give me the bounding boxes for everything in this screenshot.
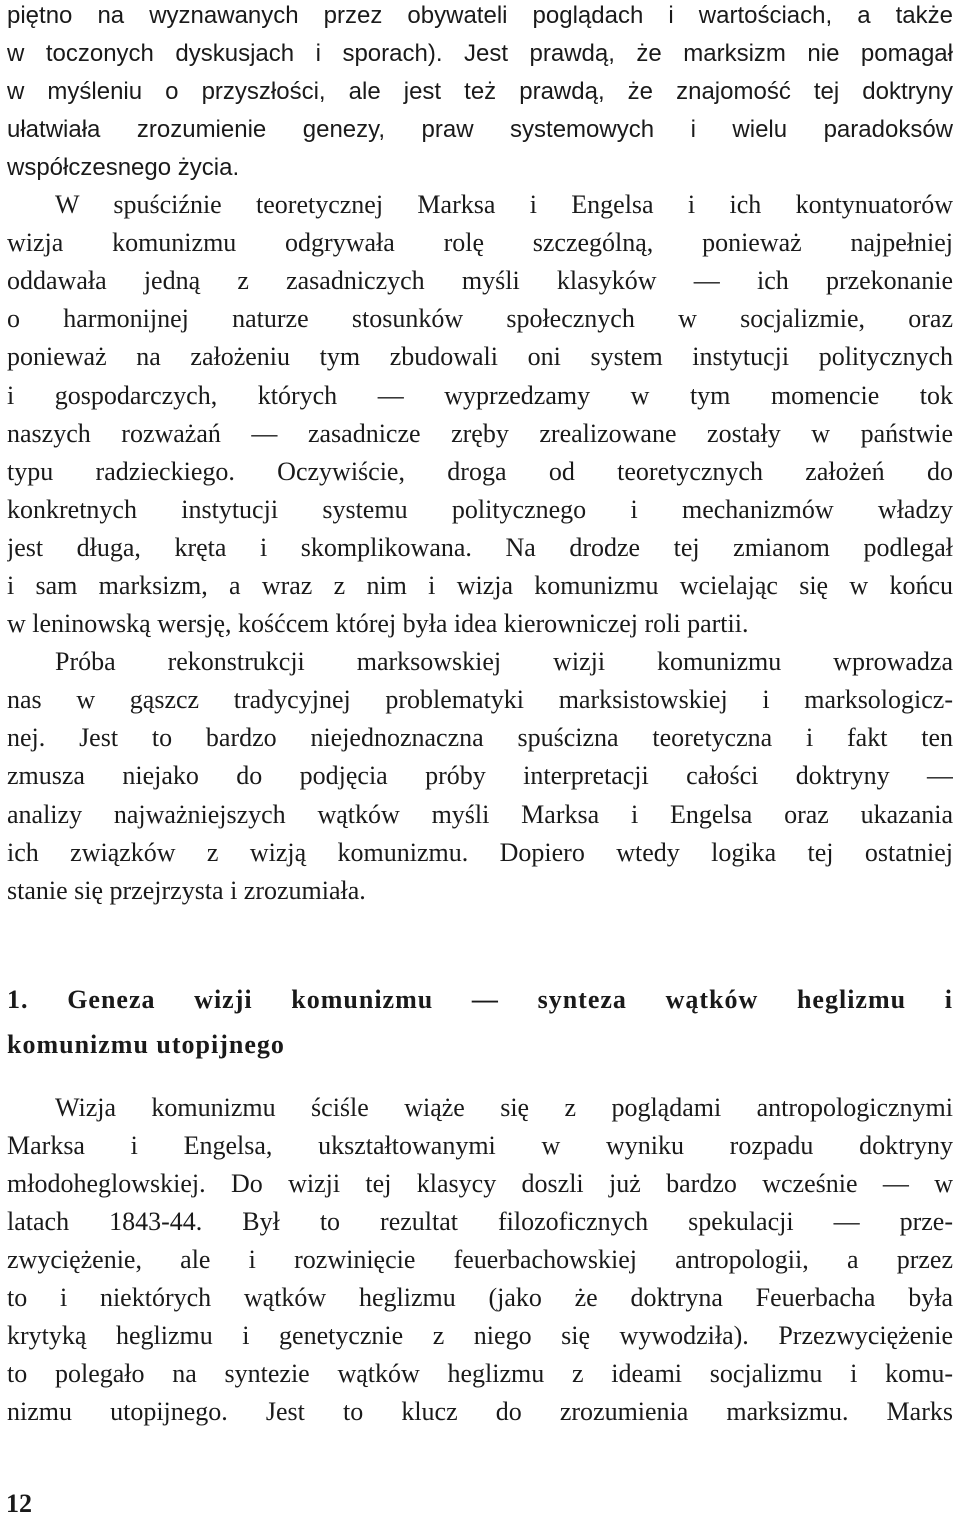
heading-line: komunizmu utopijnego	[7, 1030, 285, 1059]
text-line: ułatwiała zrozumienie genezy, praw systemowych i wielu paradoksów	[7, 116, 953, 143]
text-line: jest długa, kręta i skomplikowana. Na drodze tej zmianom podlegał	[7, 533, 953, 562]
text-line: o harmonijnej naturze stosunków społecznych w socjalizmie, oraz	[7, 304, 953, 333]
text-line: latach 1843-44. Był to rezultat filozoficznych spekulacji — prze-	[7, 1207, 953, 1236]
text-line: nas w gąszcz tradycyjnej problematyki marksistowskiej i marksologicz-	[7, 685, 953, 714]
page-number: 12	[6, 1489, 32, 1518]
text-line: Wizja komunizmu ściśle wiąże się z poglądami antropologicznymi	[55, 1093, 953, 1122]
text-line: ich związków z wizją komunizmu. Dopiero wtedy logika tej ostatniej	[7, 838, 953, 867]
text-line: i gospodarczych, których — wyprzedzamy w tym momencie tok	[7, 381, 953, 410]
text-line: typu radzieckiego. Oczywiście, droga od teoretycznych założeń do	[7, 457, 953, 486]
text-line: Próba rekonstrukcji marksowskiej wizji komunizmu wprowadza	[55, 647, 953, 676]
text-line: w toczonych dyskusjach i sporach). Jest prawdą, że marksizm nie pomagał	[7, 40, 953, 67]
text-line: konkretnych instytucji systemu politycznego i mechanizmów władzy	[7, 495, 953, 524]
text-line: to polegało na syntezie wątków heglizmu z ideami socjalizmu i komu-	[7, 1359, 953, 1388]
text-line: analizy najważniejszych wątków myśli Marksa i Engelsa oraz ukazania	[7, 800, 953, 829]
text-line: wizja komunizmu odgrywała rolę szczególną, ponieważ najpełniej	[7, 228, 953, 257]
text-line: piętno na wyznawanych przez obywateli poglądach i wartościach, a także	[7, 2, 953, 29]
heading-line: 1. Geneza wizji komunizmu — synteza wątków heglizmu i	[7, 985, 953, 1014]
text-line: nizmu utopijnego. Jest to klucz do zrozumienia marksizmu. Marks	[7, 1397, 953, 1426]
text-line: nej. Jest to bardzo niejednoznaczna spuścizna teoretyczna i fakt ten	[7, 723, 953, 752]
text-line: w leninowską wersję, kośćcem której była idea kierowniczej roli partii.	[7, 609, 749, 638]
text-line: W spuściźnie teoretycznej Marksa i Engelsa i ich kontynuatorów	[55, 190, 953, 219]
text-line: i sam marksizm, a wraz z nim i wizja komunizmu wcielając się w końcu	[7, 571, 953, 600]
text-line: zmusza niejako do podjęcia próby interpretacji całości doktryny —	[7, 761, 953, 790]
text-line: zwyciężenie, ale i rozwinięcie feuerbachowskiej antropologii, a przez	[7, 1245, 953, 1274]
text-line: młodoheglowskiej. Do wizji tej klasycy doszli już bardzo wcześnie — w	[7, 1169, 953, 1198]
text-line: stanie się przejrzysta i zrozumiała.	[7, 876, 366, 905]
text-line: ponieważ na założeniu tym zbudowali oni system instytucji politycznych	[7, 342, 953, 371]
text-line: oddawała jedną z zasadniczych myśli klasyków — ich przekonanie	[7, 266, 953, 295]
text-line: krytyką heglizmu i genetycznie z niego się wywodziła). Przezwyciężenie	[7, 1321, 953, 1350]
text-line: naszych rozważań — zasadnicze zręby zrealizowane zostały w państwie	[7, 419, 953, 448]
text-line: to i niektórych wątków heglizmu (jako że doktryna Feuerbacha była	[7, 1283, 953, 1312]
text-line: w myśleniu o przyszłości, ale jest też prawdą, że znajomość tej doktryny	[7, 78, 953, 105]
text-line: współczesnego życia.	[7, 154, 240, 181]
text-line: Marksa i Engelsa, ukształtowanymi w wyniku rozpadu doktryny	[7, 1131, 953, 1160]
